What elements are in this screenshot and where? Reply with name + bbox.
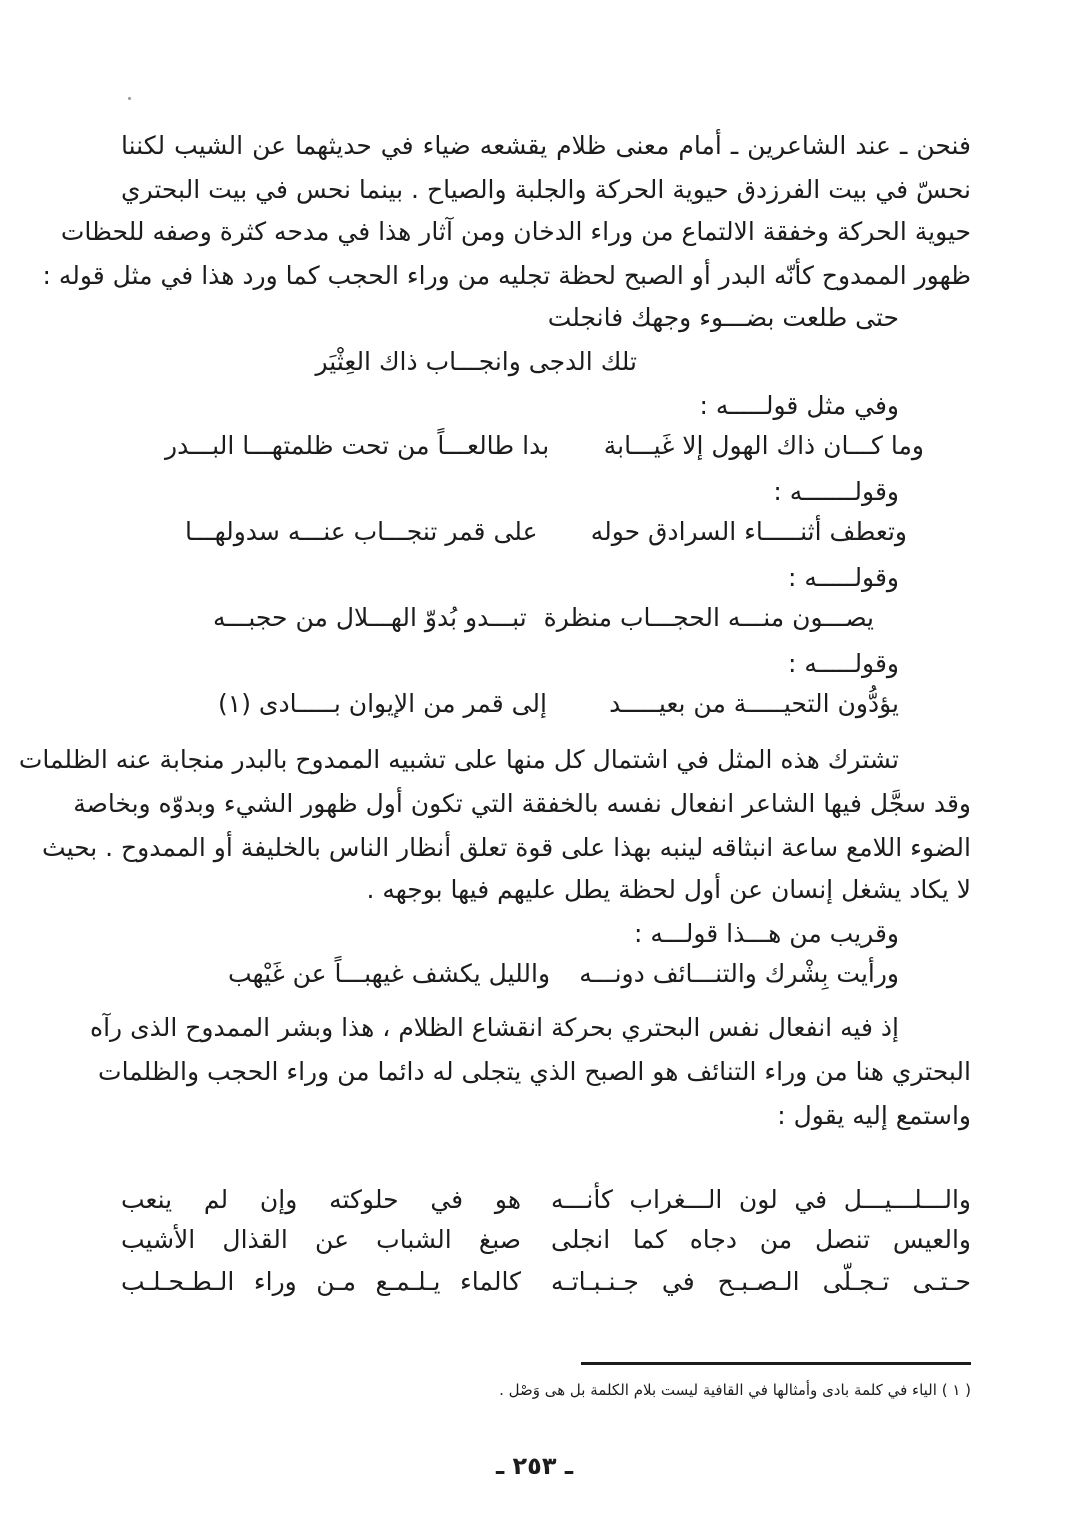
paragraph-2-line-4: لا يكاد يشغل إنسان عن أول لحظة يطل عليهم فيها بوجهه . — [366, 875, 971, 904]
footnote-separator — [581, 1362, 971, 1365]
verse-2-left-hemistich: بدا طالعـــاً من تحت ظلمتهـــا البـــدر — [165, 431, 550, 460]
paragraph-3-line-2: البحتري هنا من وراء التنائف هو الصبح الذي يتجلى له دائما من وراء الحجب والظلمات — [98, 1057, 971, 1086]
verse-6-left-hemistich: والليل يكشف غيهبـــاً عن غَيْهب — [228, 959, 551, 988]
poem-line-1-first-hemistich: والـــلـــيـــل في لون الـــغراب كأنـــه — [551, 1185, 971, 1214]
quote-intro-3: وقولـــــه : — [788, 563, 899, 592]
paragraph-3-line-3: واستمع إليه يقول : — [777, 1101, 971, 1130]
verse-5-right-hemistich: يؤدُّون التحيـــــة من بعيـــــد — [609, 689, 899, 718]
verse-4-left-hemistich: تبـــدو بُدوّ الهـــلال من حجبـــه — [213, 603, 527, 632]
paragraph-1-line-3: حيوية الحركة وخفقة الالتماع من وراء الدخان ومن آثار هذا في مدحه كثرة وصفه للحظات — [60, 217, 971, 246]
verse-5-left-hemistich: إلى قمر من الإيوان بـــــادى (١) — [218, 689, 547, 718]
quote-intro-2: وقولـــــــه : — [773, 477, 899, 506]
verse-2-right-hemistich: وما كـــان ذاك الهول إلا غَيـــابة — [603, 431, 924, 460]
poem-line-2-first-hemistich: والعيس تنصل من دجاه كما انجلى — [551, 1225, 971, 1254]
quote-intro-4: وقولـــــه : — [788, 649, 899, 678]
poem-line-3-second-hemistich: كالماء يـلـمـع مـن وراء الـطـحـلـب — [121, 1267, 521, 1296]
paragraph-1-line-2: نحسّ في بيت الفرزدق حيوية الحركة والجلبة والصياح . بينما نحس في بيت البحتري — [121, 175, 971, 204]
verse-1-first-hemistich: حتى طلعت بضـــوء وجهك فانجلت — [547, 303, 899, 332]
paragraph-3-line-1: إذ فيه انفعال نفس البحتري بحركة انقشاع الظلام ، هذا وبشر الممدوح الذى رآه — [90, 1013, 899, 1042]
verse-6-right-hemistich: ورأيت بِشْرك والتنـــائف دونـــه — [579, 959, 899, 988]
scan-speck — [128, 97, 131, 100]
poem-line-1 — [121, 1180, 971, 1220]
paragraph-2-line-3: الضوء اللامع ساعة انبثاقه لينبه بهذا على قوة تعلق أنظار الناس بالخليفة أو الممدوح . بحيث — [42, 833, 971, 862]
poem-line-1-second-hemistich: هو في حلوكته وإن لم ينعب — [121, 1185, 521, 1214]
poem-line-2-second-hemistich: صبغ الشباب عن القذال الأشيب — [121, 1225, 521, 1254]
paragraph-1-line-4: ظهور الممدوح كأنّه البدر أو الصبح لحظة تجليه من وراء الحجب كما ورد هذا في مثل قوله : — [42, 261, 971, 290]
verse-1-second-hemistich: تلك الدجى وانجـــاب ذاك العِثْيَر — [315, 347, 637, 376]
quote-intro-1: وفي مثل قولـــــه : — [699, 391, 899, 420]
verse-4-right-hemistich: يصـــون منـــه الحجـــاب منظرة — [543, 603, 874, 632]
poem-line-3-first-hemistich: حـتـى تـجـلّى الـصـبـح في جـنـبـاتـه — [551, 1267, 971, 1296]
poem-line-2 — [121, 1220, 971, 1260]
verse-3-right-hemistich: وتعطف أثنـــــاء السرادق حوله — [590, 517, 907, 546]
poem-line-3 — [121, 1262, 971, 1302]
paragraph-2-line-1: تشترك هذه المثل في اشتمال كل منها على تشبيه الممدوح بالبدر منجابة عنه الظلمات — [18, 745, 899, 774]
verse-3-left-hemistich: على قمر تنجـــاب عنـــه سدولهـــا — [185, 517, 538, 546]
paragraph-2-line-2: وقد سجَّل فيها الشاعر انفعال نفسه بالخفقة التي تكون أول ظهور الشيء وبدوّه وبخاصة — [73, 789, 971, 818]
page-number: ـ ٢٥٣ ـ — [495, 1452, 574, 1480]
footnote: ( ١ ) الياء في كلمة بادى وأمثالها في القافية ليست بلام الكلمة بل هى وَصْل . — [499, 1381, 971, 1399]
quote-intro-5: وقريب من هـــذا قولـــه : — [633, 919, 899, 948]
paragraph-1-line-1: فنحن ـ عند الشاعرين ـ أمام معنى ظلام يقشعه ضياء في حديثهما عن الشيب لكننا — [121, 131, 971, 160]
